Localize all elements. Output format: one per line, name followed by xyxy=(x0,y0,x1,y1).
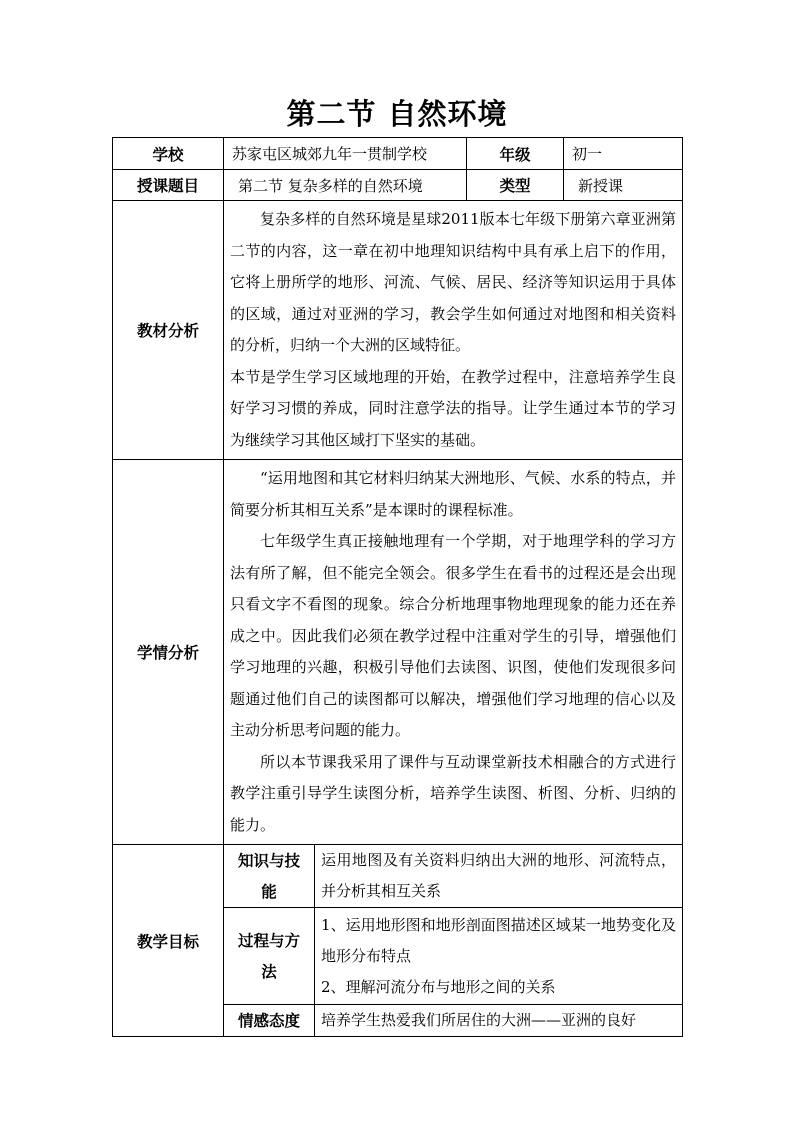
goal-row-knowledge xyxy=(113,845,683,908)
textbook-analysis-content xyxy=(224,201,683,460)
page-title: 第二节 自然环境 xyxy=(286,97,508,131)
process-method-content xyxy=(315,908,683,1005)
student-paragraph-1: “运用地图和其它材料归纳某大洲地形、气候、水系的特点，并简要分析其相互关系”是本课时的课程标准。 xyxy=(230,469,677,519)
student-analysis-content xyxy=(224,460,683,845)
student-paragraph-2: 七年级学生真正接触地理有一个学期，对于地理学科的学习方法有所了解，但不能完全领会。很多学生在看书的过程还是会出现只看文字不看图的现象。综合分析地理事物地理现象的能力还在养成之中。因此我们必须在教学过程中注重对学生的引导，增强他们学习地理的兴趣，积极引导他们去读图、识图，使他们发现很多问题通过他们自己的读图都可以解决，增强他们学习地理的信心以及主动分析思考问题的能力。 xyxy=(230,532,677,739)
process-method-text-2: 2、理解河流分布与地形之间的关系 xyxy=(321,977,556,996)
process-method-text-1: 1、运用地形图和地形剖面图描述区域某一地势变化及地形分布特点 xyxy=(321,915,677,965)
type-value: 新授课 xyxy=(564,170,683,201)
process-method-label: 过程与方法 xyxy=(224,908,315,1005)
info-row-topic xyxy=(113,170,683,201)
emotion-attitude-label: 情感态度 xyxy=(224,1005,315,1037)
teaching-goals-label: 教学目标 xyxy=(113,845,224,1037)
emotion-attitude-content xyxy=(315,1005,683,1037)
student-analysis-label: 学情分析 xyxy=(113,460,224,845)
topic-label: 授课题目 xyxy=(113,170,224,201)
grade-value: 初一 xyxy=(564,138,683,170)
student-analysis-row xyxy=(113,460,683,845)
textbook-analysis-label: 教材分析 xyxy=(113,201,224,460)
textbook-paragraph-2: 本节是学生学习区域地理的开始，在教学过程中，注意培养学生良好学习习惯的养成，同时注意学法的指导。让学生通过本节的学习为继续学习其他区域打下坚实的基础。 xyxy=(230,367,677,449)
type-label: 类型 xyxy=(467,170,564,201)
knowledge-skills-content xyxy=(315,845,683,908)
knowledge-skills-label: 知识与技能 xyxy=(224,845,315,908)
lesson-plan-table xyxy=(112,137,683,1037)
school-value: 苏家屯区城郊九年一贯制学校 xyxy=(224,138,467,170)
student-paragraph-3: 所以本节课我采用了课件与互动课堂新技术相融合的方式进行教学注重引导学生读图分析，培养学生读图、析图、分析、归纳的能力。 xyxy=(230,752,677,834)
knowledge-skills-text: 运用地图及有关资料归纳出大洲的地形、河流特点，并分析其相互关系 xyxy=(321,851,677,900)
school-label: 学校 xyxy=(113,138,224,170)
textbook-analysis-row xyxy=(113,201,683,460)
topic-value: 第二节 复杂多样的自然环境 xyxy=(224,170,467,201)
textbook-paragraph-1: 复杂多样的自然环境是星球2011版本七年级下册第六章亚洲第二节的内容，这一章在初中地理知识结构中具有承上启下的作用，它将上册所学的地形、河流、气候、居民、经济等知识运用于具体的区域，通过对亚洲的学习，教会学生如何通过对地图和相关资料的分析，归纳一个大洲的区域特征。 xyxy=(230,210,677,354)
grade-label: 年级 xyxy=(467,138,564,170)
emotion-attitude-text: 培养学生热爱我们所居住的大洲——亚洲的良好 xyxy=(321,1011,637,1029)
info-row-school xyxy=(113,138,683,170)
